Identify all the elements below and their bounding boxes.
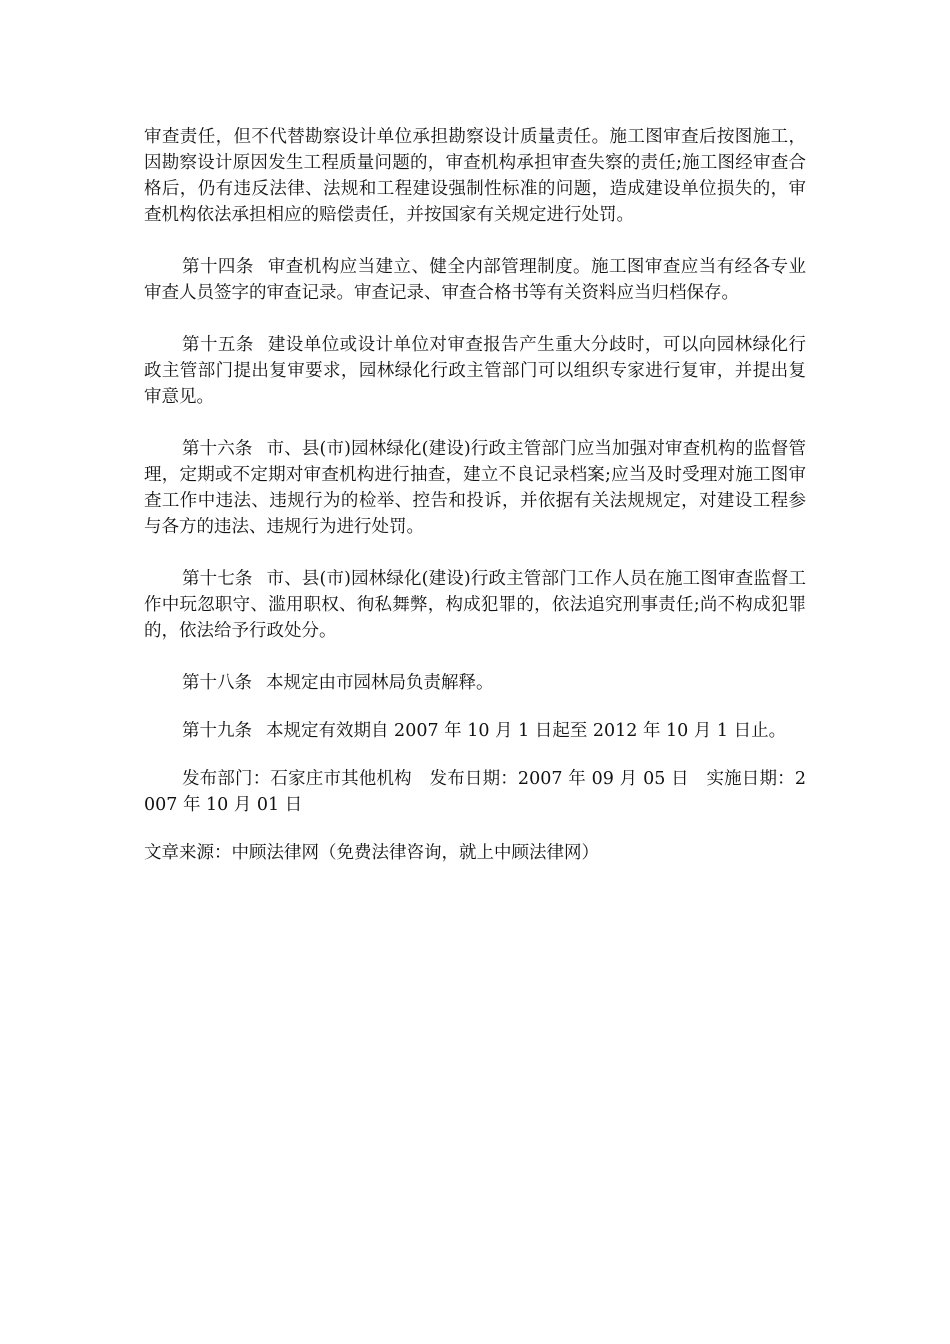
paragraph-article-13-continued bbox=[144, 124, 806, 228]
article-source: 文章来源：中顾法律网（免费法律咨询，就上中顾法律网） bbox=[144, 843, 599, 863]
paragraph-text: 建设单位或设计单位对审查报告产生重大分歧时，可以向园林绿化行政主管部门提出复审要求，园林绿化行政主管部门可以组织专家进行复审，并提出复审意见。 bbox=[144, 335, 807, 407]
document-body bbox=[144, 124, 806, 892]
paragraph-text: 审查机构应当建立、健全内部管理制度。施工图审查应当有经各专业审查人员签字的审查记录。审查记录、审查合格书等有关资料应当归档保存。 bbox=[144, 257, 807, 303]
article-number: 第十五条 bbox=[182, 335, 254, 355]
paragraph-text: 市、县(市)园林绿化(建设)行政主管部门应当加强对审查机构的监督管理，定期或不定期对审查机构进行抽查，建立不良记录档案;应当及时受理对施工图审查工作中违法、违规行为的检举、控告和投诉，并依据有关法规规定，对建设工程参与各方的违法、违规行为进行处罚。 bbox=[144, 439, 806, 537]
article-number: 第十九条 bbox=[182, 721, 252, 741]
paragraph-article-17 bbox=[144, 566, 806, 644]
paragraph-text: 本规定有效期自 2007 年 10 月 1 日起至 2012 年 10 月 1 日止。 bbox=[266, 721, 787, 741]
article-number: 第十八条 bbox=[182, 673, 252, 693]
paragraph-text: 审查责任，但不代替勘察设计单位承担勘察设计质量责任。施工图审查后按图施工，因勘察设计原因发生工程质量问题的，审查机构承担审查失察的责任;施工图经审查合格后，仍有违反法律、法规和工程建设强制性标准的问题，造成建设单位损失的，审查机构依法承担相应的赔偿责任，并按国家有关规定进行处罚。 bbox=[144, 127, 806, 225]
paragraph-article-16 bbox=[144, 436, 806, 540]
paragraph-article-14 bbox=[144, 254, 806, 306]
paragraph-text: 市、县(市)园林绿化(建设)行政主管部门工作人员在施工图审查监督工作中玩忽职守、滥用职权、徇私舞弊，构成犯罪的，依法追究刑事责任;尚不构成犯罪的，依法给予行政处分。 bbox=[144, 569, 806, 641]
article-number: 第十六条 bbox=[182, 439, 253, 459]
paragraph-article-19 bbox=[144, 718, 806, 744]
paragraph-article-18 bbox=[144, 670, 806, 696]
publish-info: 发布部门：石家庄市其他机构 发布日期：2007 年 09 月 05 日 实施日期：2007 年 10 月 01 日 bbox=[144, 769, 806, 815]
paragraph-article-15 bbox=[144, 332, 806, 410]
paragraph-text: 本规定由市园林局负责解释。 bbox=[266, 673, 494, 693]
article-number: 第十四条 bbox=[182, 257, 254, 277]
article-number: 第十七条 bbox=[182, 569, 253, 589]
